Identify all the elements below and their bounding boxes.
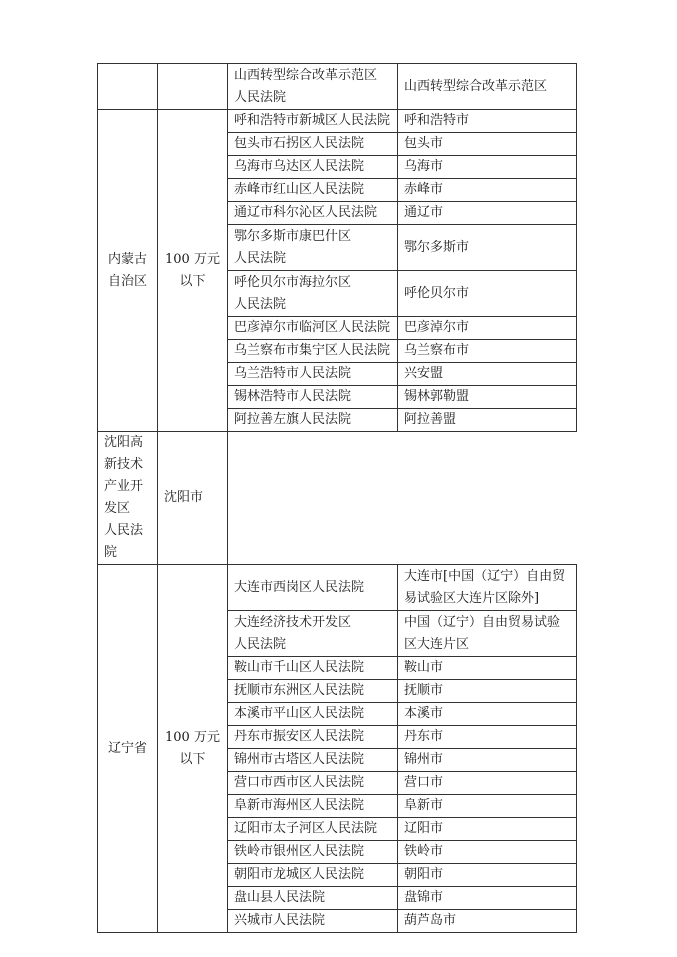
jurisdiction-area-cell: 包头市	[398, 133, 577, 156]
jurisdiction-area-cell: 呼和浩特市	[398, 110, 577, 133]
jurisdiction-area-cell: 沈阳市	[158, 432, 228, 565]
court-name-cell: 阜新市海州区人民法院	[228, 795, 398, 818]
court-name-cell: 沈阳高新技术产业开发区 人民法院	[98, 432, 158, 565]
jurisdiction-area-cell: 鞍山市	[398, 657, 577, 680]
jurisdiction-area-cell: 阿拉善盟	[398, 409, 577, 432]
table-body	[98, 64, 577, 933]
amount-cell: 100 万元 以下	[158, 110, 228, 432]
court-name-cell: 乌海市乌达区人民法院	[228, 156, 398, 179]
jurisdiction-area-cell: 朝阳市	[398, 864, 577, 887]
jurisdiction-area-cell: 通辽市	[398, 202, 577, 225]
court-name-cell: 大连市西岗区人民法院	[228, 565, 398, 611]
jurisdiction-area-cell: 盘锦市	[398, 887, 577, 910]
jurisdiction-area-cell: 锦州市	[398, 749, 577, 772]
court-name-cell: 大连经济技术开发区 人民法院	[228, 611, 398, 657]
jurisdiction-area-cell: 铁岭市	[398, 841, 577, 864]
amount-cell: 100 万元 以下	[158, 565, 228, 933]
court-name-cell: 呼和浩特市新城区人民法院	[228, 110, 398, 133]
jurisdiction-area-cell: 辽阳市	[398, 818, 577, 841]
court-name-cell: 山西转型综合改革示范区 人民法院	[228, 64, 398, 110]
court-name-cell: 朝阳市龙城区人民法院	[228, 864, 398, 887]
court-name-cell: 乌兰浩特市人民法院	[228, 363, 398, 386]
jurisdiction-area-cell: 抚顺市	[398, 680, 577, 703]
court-name-cell: 营口市西市区人民法院	[228, 772, 398, 795]
jurisdiction-area-cell: 呼伦贝尔市	[398, 271, 577, 317]
province-cell	[98, 64, 158, 110]
court-name-cell: 锦州市古塔区人民法院	[228, 749, 398, 772]
court-name-cell: 乌兰察布市集宁区人民法院	[228, 340, 398, 363]
table-row	[98, 565, 577, 611]
court-name-cell: 巴彦淖尔市临河区人民法院	[228, 317, 398, 340]
province-cell: 内蒙古 自治区	[98, 110, 158, 432]
court-name-cell: 本溪市平山区人民法院	[228, 703, 398, 726]
jurisdiction-area-cell: 鄂尔多斯市	[398, 225, 577, 271]
jurisdiction-area-cell: 兴安盟	[398, 363, 577, 386]
table-row	[98, 432, 577, 565]
jurisdiction-area-cell: 丹东市	[398, 726, 577, 749]
court-name-cell: 鄂尔多斯市康巴什区 人民法院	[228, 225, 398, 271]
court-name-cell: 铁岭市银州区人民法院	[228, 841, 398, 864]
jurisdiction-area-cell: 大连市[中国（辽宁）自由贸 易试验区大连片区除外]	[398, 565, 577, 611]
court-name-cell: 盘山县人民法院	[228, 887, 398, 910]
court-name-cell: 辽阳市太子河区人民法院	[228, 818, 398, 841]
jurisdiction-area-cell: 营口市	[398, 772, 577, 795]
jurisdiction-area-cell: 巴彦淖尔市	[398, 317, 577, 340]
court-name-cell: 呼伦贝尔市海拉尔区 人民法院	[228, 271, 398, 317]
jurisdiction-area-cell: 阜新市	[398, 795, 577, 818]
jurisdiction-area-cell: 乌海市	[398, 156, 577, 179]
jurisdiction-area-cell: 乌兰察布市	[398, 340, 577, 363]
jurisdiction-area-cell: 中国（辽宁）自由贸易试验 区大连片区	[398, 611, 577, 657]
table-row	[98, 64, 577, 110]
table-row	[98, 110, 577, 133]
court-name-cell: 抚顺市东洲区人民法院	[228, 680, 398, 703]
jurisdiction-area-cell: 山西转型综合改革示范区	[398, 64, 577, 110]
jurisdiction-area-cell: 本溪市	[398, 703, 577, 726]
court-name-cell: 赤峰市红山区人民法院	[228, 179, 398, 202]
court-name-cell: 通辽市科尔沁区人民法院	[228, 202, 398, 225]
province-cell: 辽宁省	[98, 565, 158, 933]
court-name-cell: 包头市石拐区人民法院	[228, 133, 398, 156]
court-name-cell: 兴城市人民法院	[228, 910, 398, 933]
amount-cell	[158, 64, 228, 110]
court-name-cell: 丹东市振安区人民法院	[228, 726, 398, 749]
jurisdiction-area-cell: 锡林郭勒盟	[398, 386, 577, 409]
court-name-cell: 锡林浩特市人民法院	[228, 386, 398, 409]
court-jurisdiction-table	[97, 63, 577, 933]
court-name-cell: 阿拉善左旗人民法院	[228, 409, 398, 432]
jurisdiction-area-cell: 葫芦岛市	[398, 910, 577, 933]
court-name-cell: 鞍山市千山区人民法院	[228, 657, 398, 680]
jurisdiction-area-cell: 赤峰市	[398, 179, 577, 202]
